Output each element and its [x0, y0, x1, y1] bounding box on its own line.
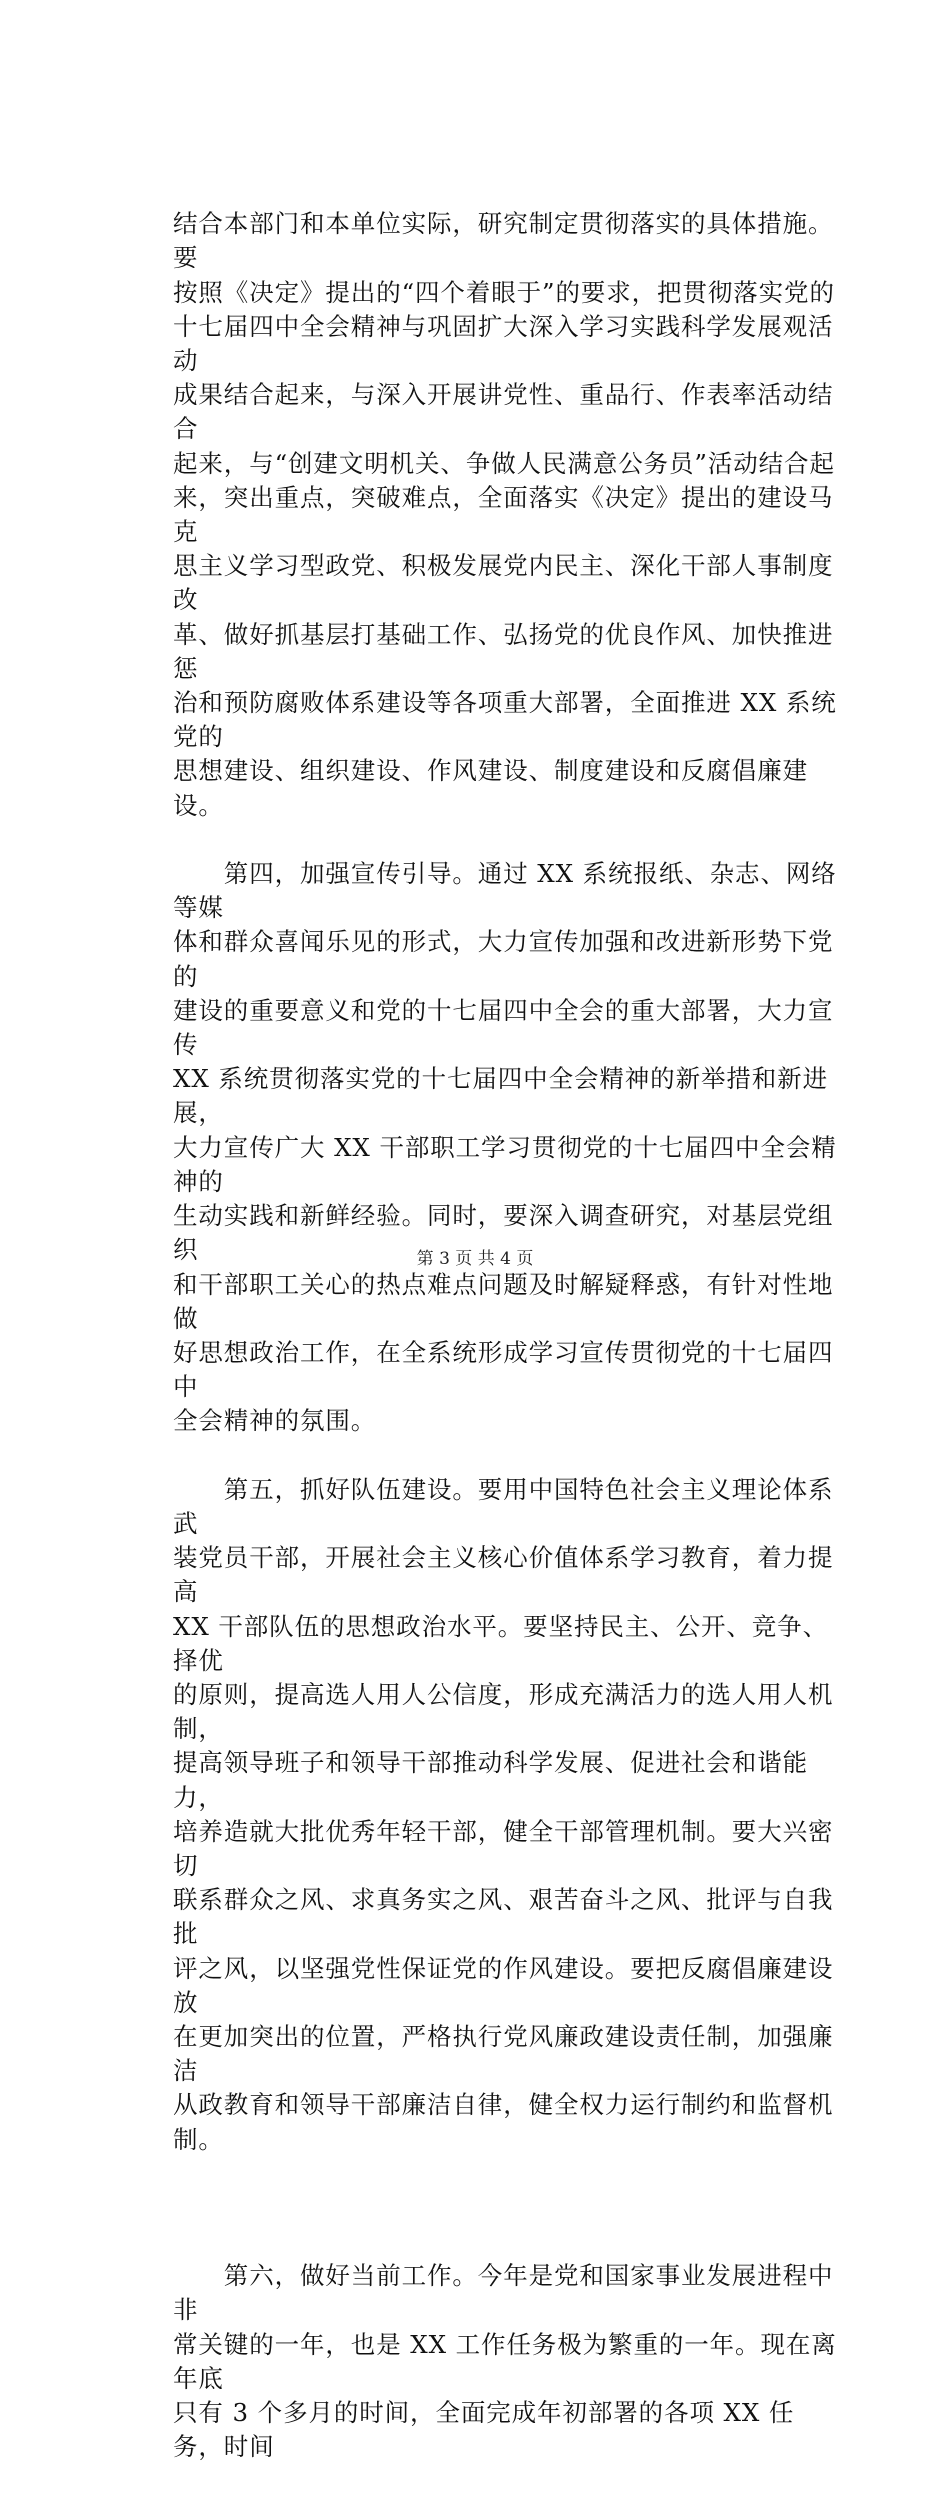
paragraph-spacer	[173, 2191, 843, 2225]
page-number-footer: 第 3 页 共 4 页	[416, 1249, 534, 1269]
paragraph-sixth-current-work: 第六，做好当前工作。今年是党和国家事业发展进程中非 常关键的一年，也是 XX 工作任务极为繁重的一年。现在离年底 只有 3 个多月的时间，全面完成年初部署的各项 XX 任务，时间	[173, 2261, 837, 2462]
paragraph-measures: 结合本部门和本单位实际，研究制定贯彻落实的具体措施。要 按照《决定》提出的“四个着眼于”的要求，把贯彻落实党的 十七届四中全会精神与巩固扩大深入学习实践科学发展观活动 成果结合起来，与深入开展讲党性、重品行、作表率活动结合 起来，与“创建文明机关、争做人民满意公务员”活动结合起 来，突出重点，突破难点，全面落实《决定》提出的建设马克 思主义学习型政党、积极发展党内民主、深化干部人事制度改 革、做好抓基层打基础工作、弘扬党的优良作风、加快推进惩 治和预防腐败体系建设等各项重大部署，全面推进 XX 系统党的 思想建设、组织建设、作风建设、制度建设和反腐倡廉建设。	[173, 209, 837, 820]
paragraph-fourth-publicity: 第四，加强宣传引导。通过 XX 系统报纸、杂志、网络等媒 体和群众喜闻乐见的形式，大力宣传加强和改进新形势下党的 建设的重要意义和党的十七届四中全会的重大部署，大力宣传 XX 系统贯彻落实党的十七届四中全会精神的新举措和新进展， 大力宣传广大 XX 干部职工学习贯彻党的十七届四中全会精神的 生动实践和新鲜经验。同时，要深入调查研究，对基层党组织 和干部职工关心的热点难点问题及时解疑释惑，有针对性地做 好思想政治工作，在全系统形成学习宣传贯彻党的十七届四中 全会精神的氛围。	[173, 859, 837, 1436]
paragraph-fifth-team-building: 第五，抓好队伍建设。要用中国特色社会主义理论体系武 装党员干部，开展社会主义核心价值体系学习教育，着力提高 XX 干部队伍的思想政治水平。要坚持民主、公开、竞争、择优 的原则，提高选人用人公信度，形成充满活力的选人用人机制， 提高领导班子和领导干部推动科学发展、促进社会和谐能力， 培养造就大批优秀年轻干部，健全干部管理机制。要大兴密切 联系群众之风、求真务实之风、艰苦奋斗之风、批评与自我批 评之风，以坚强党性保证党的作风建设。要把反腐倡廉建设放 在更加突出的位置，严格执行党风廉政建设责任制，加强廉洁 从政教育和领导干部廉洁自律，健全权力运行制约和监督机制。	[173, 1474, 834, 2154]
document-body	[173, 173, 843, 2499]
